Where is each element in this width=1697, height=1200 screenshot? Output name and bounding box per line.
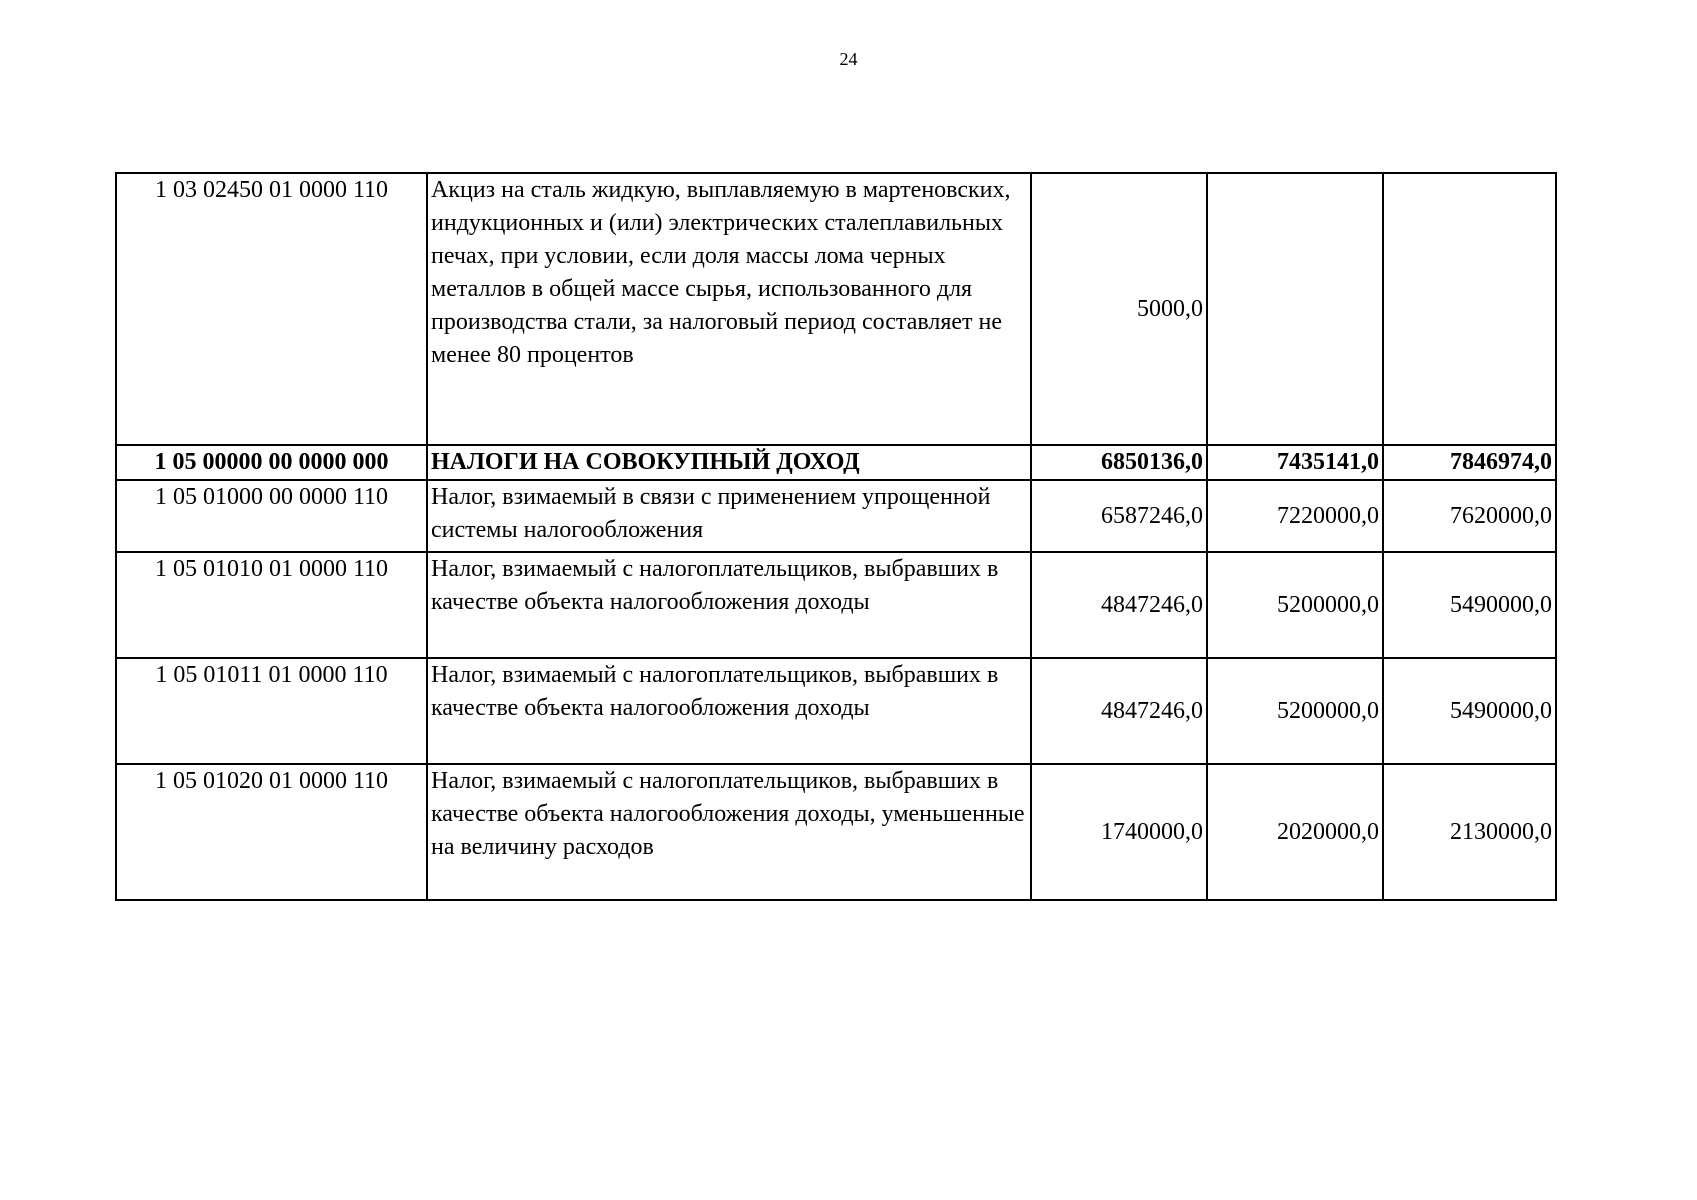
row-value-3: 5490000,0 [1383,658,1556,764]
row-value-3: 5490000,0 [1383,552,1556,658]
row-value-1: 4847246,0 [1031,552,1207,658]
row-code: 1 05 01010 01 0000 110 [116,552,427,658]
table-row [116,480,1556,552]
revenue-table [115,172,1557,901]
page-number: 24 [839,49,858,69]
row-value-2: 5200000,0 [1207,552,1383,658]
row-value-2: 7435141,0 [1207,445,1383,480]
row-value-2: 7220000,0 [1207,480,1383,552]
row-name: Налог, взимаемый в связи с применением упрощенной системы налогообложения [427,480,1031,552]
row-name: Налог, взимаемый с налогоплательщиков, выбравших в качестве объекта налогообложения доходы [427,552,1031,658]
row-code: 1 05 01020 01 0000 110 [116,764,427,900]
row-name: Налог, взимаемый с налогоплательщиков, выбравших в качестве объекта налогообложения доходы, уменьшенные на величину расходов [427,764,1031,900]
table-row-total [116,445,1556,480]
row-value-2: 5200000,0 [1207,658,1383,764]
table-row [116,173,1556,445]
row-name: Налог, взимаемый с налогоплательщиков, выбравших в качестве объекта налогообложения доходы [427,658,1031,764]
table-row [116,764,1556,900]
row-code: 1 05 01000 00 0000 110 [116,480,427,552]
row-value-1: 1740000,0 [1031,764,1207,900]
row-value-3: 7620000,0 [1383,480,1556,552]
row-code: 1 03 02450 01 0000 110 [116,173,427,445]
row-name: НАЛОГИ НА СОВОКУПНЫЙ ДОХОД [427,445,1031,480]
row-value-3 [1383,173,1556,445]
row-value-3: 7846974,0 [1383,445,1556,480]
row-value-1: 4847246,0 [1031,658,1207,764]
row-code: 1 05 00000 00 0000 000 [116,445,427,480]
row-value-2: 2020000,0 [1207,764,1383,900]
row-value-1: 5000,0 [1031,173,1207,445]
row-value-3: 2130000,0 [1383,764,1556,900]
row-code: 1 05 01011 01 0000 110 [116,658,427,764]
row-value-1: 6850136,0 [1031,445,1207,480]
row-value-2 [1207,173,1383,445]
table-row [116,552,1556,658]
row-name: Акциз на сталь жидкую, выплавляемую в мартеновских, индукционных и (или) электрических сталеплавильных печах, при условии, если доля массы лома черных металлов в общей массе сырья, использованного для производства стали, за налоговый период составляет не менее 80 процентов [427,173,1031,445]
table-row [116,658,1556,764]
row-value-1: 6587246,0 [1031,480,1207,552]
